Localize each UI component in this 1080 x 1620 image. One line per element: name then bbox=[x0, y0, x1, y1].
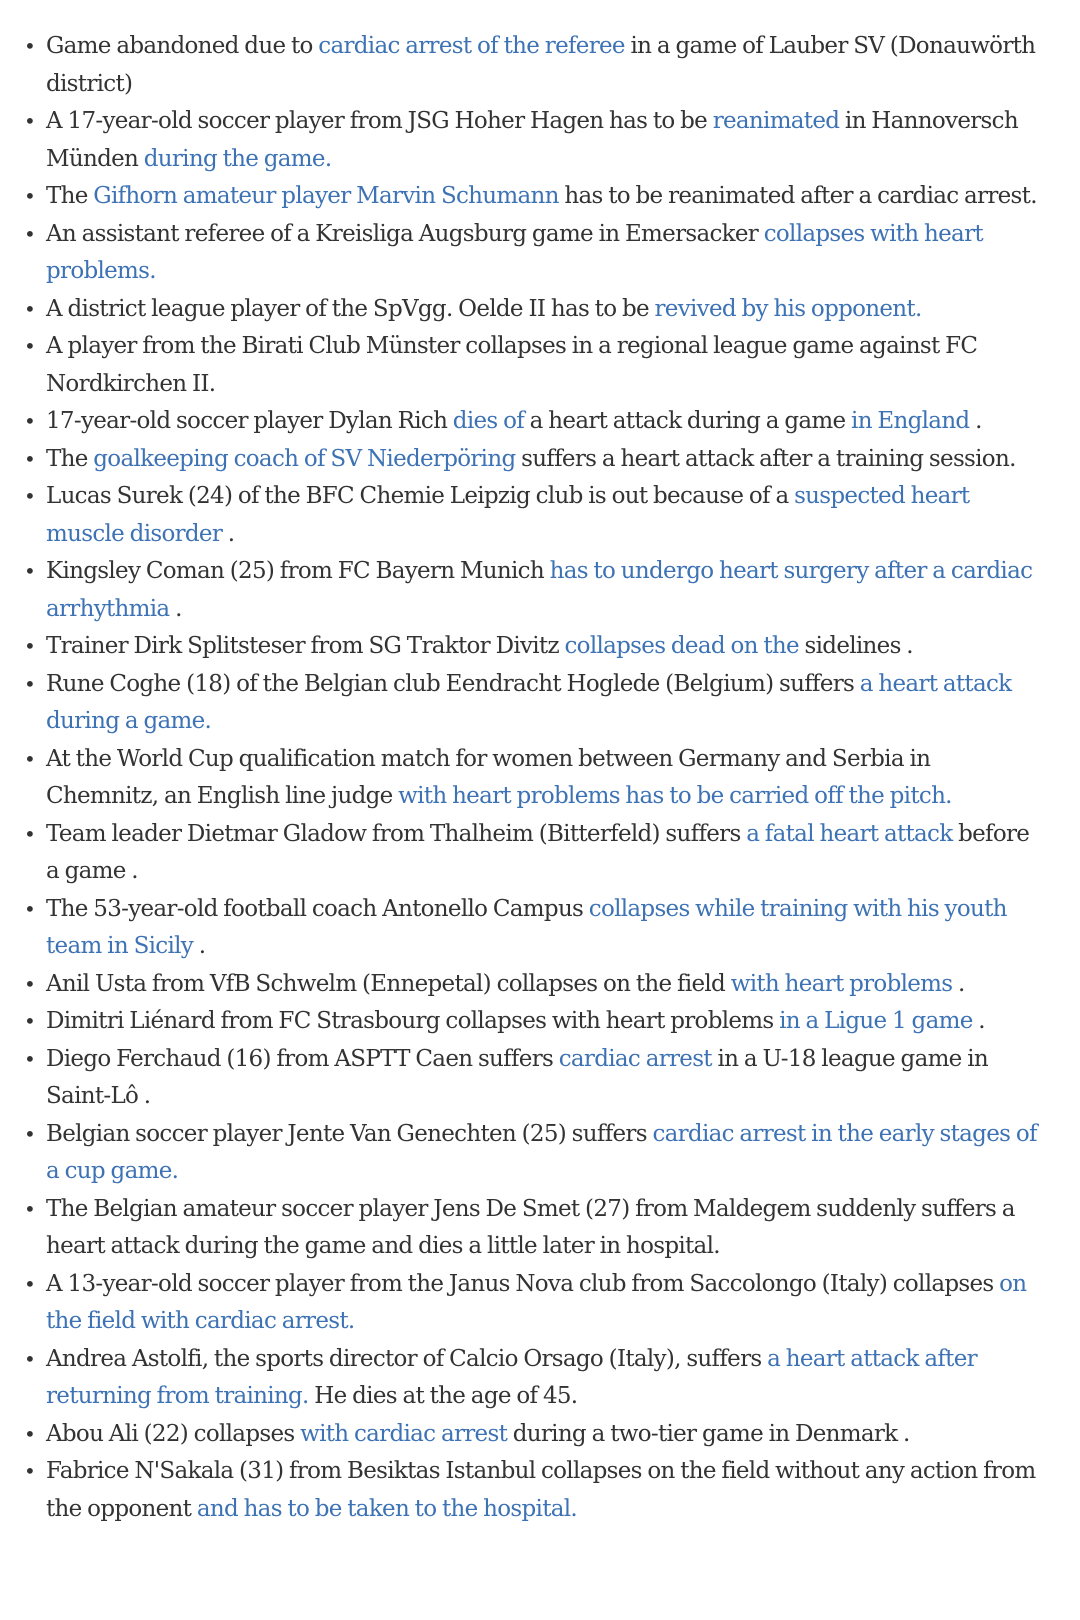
list-item bbox=[22, 1453, 1040, 1528]
item-text: A district league player of the SpVgg. Oelde II has to be bbox=[46, 295, 655, 322]
bullet-icon: • bbox=[24, 746, 36, 771]
item-text: The bbox=[46, 445, 94, 472]
bullet-icon: • bbox=[24, 896, 36, 921]
list-item bbox=[22, 1416, 1040, 1454]
item-text: . bbox=[222, 520, 235, 547]
bullet-icon: • bbox=[24, 1121, 36, 1146]
bullet-icon: • bbox=[24, 1009, 36, 1033]
article-link[interactable]: cardiac arrest bbox=[558, 1045, 712, 1072]
list-item bbox=[22, 103, 1040, 178]
bullet-icon: • bbox=[24, 484, 36, 508]
article-link[interactable]: a heart attack after returning from training. bbox=[46, 1345, 977, 1409]
list-item bbox=[22, 28, 1040, 103]
article-link[interactable]: goalkeeping coach of SV Niederpöring bbox=[93, 445, 516, 472]
item-text: Diego Ferchaud (16) from ASPTT Caen suffers bbox=[46, 1045, 559, 1072]
bullet-icon: • bbox=[24, 1046, 36, 1071]
item-text: Abou Ali (22) collapses bbox=[46, 1420, 301, 1447]
item-text: in a game of Lauber SV (Donauwörth district) bbox=[46, 33, 1036, 97]
article-link[interactable]: Gifhorn amateur player Marvin Schumann bbox=[93, 183, 559, 209]
bullet-icon: • bbox=[24, 1346, 36, 1371]
item-text: has to be reanimated after a cardiac arrest. bbox=[558, 183, 1037, 209]
bullet-icon: • bbox=[24, 1196, 36, 1221]
article-link[interactable]: reanimated bbox=[712, 108, 840, 134]
item-text: during a two-tier game in Denmark . bbox=[507, 1420, 910, 1447]
article-link[interactable]: revived by his opponent. bbox=[654, 295, 922, 322]
item-text: The Belgian amateur soccer player Jens De Smet (27) from Maldegem suddenly suffers a heart attack during the game and dies a little later in hospital. bbox=[46, 1195, 1015, 1259]
list-item bbox=[22, 553, 1040, 628]
item-text: suffers a heart attack after a training session. bbox=[515, 445, 1016, 472]
bullet-icon: • bbox=[24, 559, 36, 583]
list-item bbox=[22, 216, 1040, 291]
bullet-icon: • bbox=[24, 671, 36, 696]
list-item bbox=[22, 1003, 1040, 1041]
article-link[interactable]: in a Ligue 1 game bbox=[779, 1008, 973, 1034]
bullet-icon: • bbox=[24, 1271, 36, 1296]
bullet-icon: • bbox=[24, 821, 36, 846]
bullet-icon: • bbox=[24, 34, 36, 58]
item-text: Belgian soccer player Jente Van Genechten (25) suffers bbox=[46, 1120, 653, 1147]
article-link[interactable]: suspected heart muscle disorder bbox=[46, 483, 970, 547]
bullet-icon: • bbox=[24, 1421, 36, 1446]
item-text: Game abandoned due to bbox=[46, 33, 319, 59]
list-item bbox=[22, 1266, 1040, 1341]
list-item bbox=[22, 1341, 1040, 1416]
list-item bbox=[22, 328, 1040, 403]
list-item bbox=[22, 891, 1040, 966]
bullet-icon: • bbox=[24, 446, 36, 471]
item-text: He dies at the age of 45. bbox=[308, 1383, 578, 1409]
item-text: Team leader Dietmar Gladow from Thalheim (Bitterfeld) suffers bbox=[46, 820, 747, 847]
list-item bbox=[22, 178, 1040, 216]
bullet-icon: • bbox=[24, 296, 36, 321]
list-item bbox=[22, 966, 1040, 1004]
list-item bbox=[22, 441, 1040, 479]
item-text: before a game . bbox=[46, 820, 1030, 884]
item-text: in Hannoversch Münden bbox=[46, 108, 1018, 172]
article-link[interactable]: on the field with cardiac arrest. bbox=[46, 1270, 1027, 1334]
item-text: . bbox=[952, 970, 965, 997]
bullet-icon: • bbox=[24, 634, 36, 658]
article-link[interactable]: collapses with heart problems. bbox=[46, 220, 983, 284]
list-item bbox=[22, 1041, 1040, 1116]
item-text: Andrea Astolfi, the sports director of Calcio Orsago (Italy), suffers bbox=[46, 1345, 768, 1372]
article-link[interactable]: in England bbox=[851, 408, 970, 434]
list-item bbox=[22, 1191, 1040, 1266]
item-text: . bbox=[193, 933, 206, 959]
article-link[interactable]: during the game. bbox=[143, 145, 332, 172]
item-text: Rune Coghe (18) of the Belgian club Eendracht Hoglede (Belgium) suffers bbox=[46, 670, 860, 697]
item-text: sidelines . bbox=[798, 633, 913, 659]
item-text: Lucas Surek (24) of the BFC Chemie Leipzig club is out because of a bbox=[46, 483, 795, 509]
item-text: The bbox=[46, 183, 94, 209]
list-item bbox=[22, 628, 1040, 666]
item-text: . bbox=[969, 408, 982, 434]
item-text: . bbox=[972, 1008, 985, 1034]
article-link[interactable]: collapses while training with his youth team in Sicily bbox=[46, 895, 1007, 959]
item-text: 17-year-old soccer player Dylan Rich bbox=[46, 408, 453, 434]
article-link[interactable]: with cardiac arrest bbox=[300, 1420, 508, 1447]
list-item bbox=[22, 291, 1040, 329]
bullet-icon: • bbox=[24, 221, 36, 246]
list-item bbox=[22, 478, 1040, 553]
item-text: At the World Cup qualification match for women between Germany and Serbia in Chemnitz, an English line judge bbox=[46, 745, 931, 809]
bullet-icon: • bbox=[24, 971, 36, 996]
article-link[interactable]: and has to be taken to the hospital. bbox=[196, 1495, 578, 1522]
article-link[interactable]: cardiac arrest in the early stages of a cup game. bbox=[46, 1120, 1037, 1184]
list-item bbox=[22, 816, 1040, 891]
list-item bbox=[22, 403, 1040, 441]
item-text: . bbox=[169, 595, 182, 622]
article-link[interactable]: with heart problems has to be carried off the pitch. bbox=[398, 783, 952, 809]
bullet-icon: • bbox=[24, 334, 36, 358]
item-text: Anil Usta from VfB Schwelm (Ennepetal) collapses on the field bbox=[46, 970, 731, 997]
item-text: Trainer Dirk Splitsteser from SG Traktor Divitz bbox=[46, 633, 565, 659]
article-link[interactable]: has to undergo heart surgery after a cardiac arrhythmia bbox=[46, 558, 1033, 622]
item-text: The 53-year-old football coach Antonello Campus bbox=[46, 895, 589, 922]
list-item bbox=[22, 1116, 1040, 1191]
bullet-icon: • bbox=[24, 1459, 36, 1483]
article-link[interactable]: with heart problems bbox=[730, 970, 953, 997]
list-item bbox=[22, 666, 1040, 741]
item-text: a heart attack during a game bbox=[524, 408, 852, 434]
article-link[interactable]: dies of bbox=[452, 408, 525, 434]
list-item bbox=[22, 741, 1040, 816]
item-text: A 17-year-old soccer player from JSG Hoher Hagen has to be bbox=[46, 108, 713, 134]
item-text: Dimitri Liénard from FC Strasbourg collapses with heart problems bbox=[46, 1008, 780, 1034]
item-text: Fabrice N'Sakala (31) from Besiktas Istanbul collapses on the field without any action from the opponent bbox=[46, 1458, 1036, 1522]
bullet-icon: • bbox=[24, 109, 36, 133]
item-text: in a U-18 league game in Saint-Lô . bbox=[46, 1045, 988, 1109]
bullet-icon: • bbox=[24, 184, 36, 208]
bullet-icon: • bbox=[24, 409, 36, 433]
item-text: A 13-year-old soccer player from the Janus Nova club from Saccolongo (Italy) collapses bbox=[46, 1270, 1000, 1297]
item-text: A player from the Birati Club Münster collapses in a regional league game against FC Nordkirchen II. bbox=[46, 333, 978, 397]
article-link[interactable]: a heart attack during a game. bbox=[46, 670, 1012, 734]
item-text: An assistant referee of a Kreisliga Augsburg game in Emersacker bbox=[46, 220, 764, 247]
item-text: Kingsley Coman (25) from FC Bayern Munich bbox=[46, 558, 550, 584]
article-link[interactable]: a fatal heart attack bbox=[746, 820, 953, 847]
article-link[interactable]: cardiac arrest of the referee bbox=[318, 33, 625, 59]
article-link[interactable]: collapses dead on the bbox=[564, 633, 799, 659]
